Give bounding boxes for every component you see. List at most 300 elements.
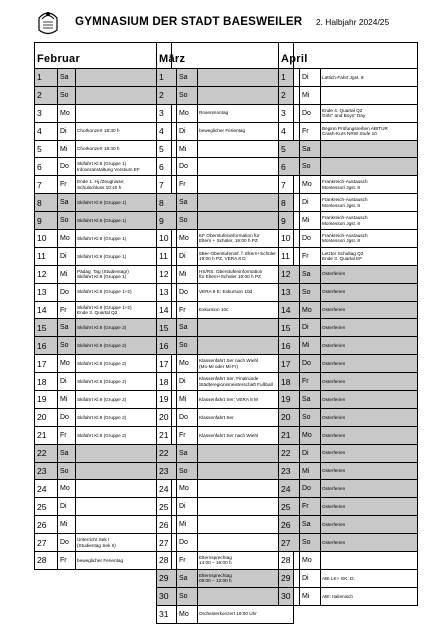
month-column-3 bbox=[278, 42, 418, 606]
event-text bbox=[321, 301, 418, 319]
day-number: 27 bbox=[35, 534, 58, 552]
weekday: Mo bbox=[177, 605, 198, 623]
day-row bbox=[279, 158, 418, 176]
weekday: Do bbox=[58, 408, 76, 426]
day-number: 23 bbox=[35, 462, 58, 480]
day-row bbox=[157, 426, 294, 444]
event-line: Skifahrt Kl.9 (Gruppe 2) bbox=[77, 343, 127, 349]
event-line: Lüttich-Fahrt Jgst. 9 bbox=[322, 74, 364, 80]
weekday: Di bbox=[300, 194, 321, 212]
weekday: Di bbox=[58, 247, 76, 265]
weekday: Mi bbox=[300, 337, 321, 355]
weekday: Do bbox=[177, 534, 198, 552]
day-number: 21 bbox=[157, 426, 177, 444]
day-row bbox=[279, 480, 418, 498]
weekday: Mo bbox=[177, 104, 198, 122]
day-number: 9 bbox=[35, 212, 58, 230]
event-line: Pädag. Tag (Studientag!) bbox=[77, 268, 129, 274]
day-row bbox=[35, 498, 172, 516]
day-number: 17 bbox=[157, 355, 177, 373]
event-line: ABI: Italienisch bbox=[322, 593, 354, 599]
day-row bbox=[279, 176, 418, 194]
term-label: 2. Halbjahr 2024/25 bbox=[316, 17, 390, 27]
event-line: Unterricht Sek I bbox=[77, 537, 110, 543]
event-line: Osterferien bbox=[322, 504, 346, 510]
day-row bbox=[279, 86, 418, 104]
event-line: Orchesterkonzert 19:00 Uhr bbox=[199, 611, 257, 617]
day-row bbox=[157, 480, 294, 498]
day-row bbox=[279, 516, 418, 534]
event-text bbox=[321, 516, 418, 534]
day-number: 7 bbox=[279, 176, 300, 194]
weekday: Mi bbox=[58, 265, 76, 283]
day-number: 21 bbox=[279, 426, 300, 444]
page-title: GYMNASIUM DER STADT BAESWEILER bbox=[75, 15, 303, 28]
weekday: Di bbox=[177, 122, 198, 140]
weekday: Sa bbox=[300, 516, 321, 534]
day-number: 16 bbox=[279, 337, 300, 355]
day-row bbox=[157, 176, 294, 194]
day-row bbox=[157, 69, 294, 87]
day-number: 7 bbox=[35, 176, 58, 194]
day-row bbox=[35, 247, 172, 265]
day-row bbox=[35, 194, 172, 212]
event-line: 14:00 – 19:00 h bbox=[199, 560, 232, 566]
event-line: Beginn Prüfungsreihen ABITUR bbox=[322, 125, 388, 131]
day-row bbox=[279, 69, 418, 87]
day-row bbox=[157, 462, 294, 480]
day-number: 10 bbox=[35, 230, 58, 248]
weekday: Di bbox=[300, 444, 321, 462]
event-line: Eltern + Schüler, 19:00 h PZ bbox=[199, 238, 258, 244]
event-line: Skifahrt Kl.9 (Gruppe 1+2) bbox=[77, 304, 132, 310]
day-number: 10 bbox=[279, 230, 300, 248]
event-line: Ende 3. Quartal EF bbox=[322, 256, 363, 262]
day-row bbox=[35, 462, 172, 480]
weekday: Do bbox=[58, 534, 76, 552]
event-line: Rosenmontag bbox=[199, 110, 229, 116]
day-number: 28 bbox=[35, 552, 58, 570]
day-number: 24 bbox=[35, 480, 58, 498]
event-text bbox=[321, 247, 418, 265]
event-line: Osterferien bbox=[322, 289, 346, 295]
day-row bbox=[35, 552, 172, 570]
event-line: Girls“ and Boys“ Day bbox=[322, 113, 366, 119]
day-number: 12 bbox=[157, 265, 177, 283]
event-text bbox=[321, 283, 418, 301]
weekday: Fr bbox=[177, 552, 198, 570]
weekday: Mi bbox=[300, 212, 321, 230]
weekday: Do bbox=[300, 104, 321, 122]
day-row bbox=[157, 104, 294, 122]
event-text bbox=[321, 355, 418, 373]
day-number: 19 bbox=[157, 391, 177, 409]
month-table bbox=[34, 42, 172, 570]
day-number: 12 bbox=[35, 265, 58, 283]
day-row bbox=[157, 86, 294, 104]
day-row bbox=[157, 605, 294, 623]
weekday: Di bbox=[177, 498, 198, 516]
day-number: 26 bbox=[35, 516, 58, 534]
month-table bbox=[156, 42, 294, 624]
month-table bbox=[278, 42, 418, 606]
weekday: Do bbox=[177, 283, 198, 301]
weekday: So bbox=[177, 86, 198, 104]
weekday: So bbox=[177, 462, 198, 480]
day-number: 26 bbox=[157, 516, 177, 534]
event-text bbox=[321, 534, 418, 552]
weekday: Sa bbox=[58, 444, 76, 462]
event-text bbox=[321, 426, 418, 444]
day-row bbox=[279, 391, 418, 409]
event-text bbox=[321, 498, 418, 516]
day-number: 18 bbox=[35, 373, 58, 391]
weekday: Di bbox=[177, 247, 198, 265]
day-number: 30 bbox=[157, 587, 177, 605]
day-row bbox=[157, 498, 294, 516]
event-line: ABI LK+ GK: D; bbox=[322, 575, 355, 581]
event-line: Elternsprechtag bbox=[199, 572, 232, 578]
day-row bbox=[279, 569, 418, 587]
day-row bbox=[35, 212, 172, 230]
month-name: März bbox=[157, 43, 294, 69]
day-row bbox=[279, 587, 418, 605]
day-number: 16 bbox=[157, 337, 177, 355]
weekday: Di bbox=[58, 373, 76, 391]
weekday: Mi bbox=[300, 86, 321, 104]
weekday: Do bbox=[58, 283, 76, 301]
event-text bbox=[321, 230, 418, 248]
weekday: So bbox=[58, 212, 76, 230]
day-number: 8 bbox=[157, 194, 177, 212]
event-line: 19:00 h PZ, VERA 8 D bbox=[199, 256, 246, 262]
weekday: Fr bbox=[58, 426, 76, 444]
event-text bbox=[321, 391, 418, 409]
day-row bbox=[279, 194, 418, 212]
day-row bbox=[279, 426, 418, 444]
event-line: Skifahrt Kl.9 (Gruppe 1+2) bbox=[77, 289, 132, 295]
weekday: So bbox=[58, 337, 76, 355]
day-row bbox=[35, 104, 172, 122]
event-text bbox=[321, 212, 418, 230]
weekday: Mi bbox=[177, 265, 198, 283]
event-line: Chorkonzert 18:30 h bbox=[77, 128, 120, 134]
event-text bbox=[321, 319, 418, 337]
day-number: 20 bbox=[157, 408, 177, 426]
day-row bbox=[35, 301, 172, 319]
weekday: Mo bbox=[177, 230, 198, 248]
day-number: 24 bbox=[157, 480, 177, 498]
event-line: Frankreich-Austausch bbox=[322, 232, 368, 238]
event-line: Osterferien bbox=[322, 396, 346, 402]
weekday: Mo bbox=[58, 230, 76, 248]
event-line: Schulschluss 10:40 h bbox=[77, 184, 122, 190]
month-name: Februar bbox=[35, 43, 172, 69]
event-line: Ende 1. Hj./Zeugnisse; bbox=[77, 179, 125, 185]
event-line: Skifahrt Kl.9 (Gruppe 2) bbox=[77, 378, 127, 384]
weekday: Mi bbox=[58, 391, 76, 409]
day-number: 27 bbox=[157, 534, 177, 552]
day-row bbox=[279, 462, 418, 480]
weekday: So bbox=[177, 212, 198, 230]
day-row bbox=[157, 516, 294, 534]
day-number: 1 bbox=[279, 69, 300, 87]
day-row bbox=[279, 534, 418, 552]
day-row bbox=[35, 480, 172, 498]
event-text bbox=[321, 176, 418, 194]
day-row bbox=[35, 158, 172, 176]
day-number: 28 bbox=[279, 552, 300, 570]
event-text bbox=[321, 140, 418, 158]
event-line: Klassenfahrt Ser bbox=[199, 414, 234, 420]
weekday: Fr bbox=[58, 176, 76, 194]
day-row bbox=[279, 212, 418, 230]
day-row bbox=[279, 498, 418, 516]
weekday: So bbox=[300, 158, 321, 176]
event-line: Skifahrt Kl.9 (Gruppe 1) bbox=[77, 161, 127, 167]
weekday: So bbox=[58, 462, 76, 480]
weekday: Do bbox=[177, 408, 198, 426]
day-row bbox=[279, 301, 418, 319]
weekday: Mi bbox=[300, 462, 321, 480]
event-line: VERA 8 E; Exkursion 10d bbox=[199, 289, 253, 295]
event-text bbox=[321, 86, 418, 104]
event-line: Städteregionsmeisterschaft Fußball bbox=[199, 381, 273, 387]
day-number: 7 bbox=[157, 176, 177, 194]
event-line: Osterferien bbox=[322, 271, 346, 277]
weekday: So bbox=[58, 86, 76, 104]
day-row bbox=[279, 247, 418, 265]
event-line: Osterferien bbox=[322, 307, 346, 313]
weekday: Di bbox=[58, 498, 76, 516]
day-row bbox=[279, 373, 418, 391]
day-row bbox=[157, 283, 294, 301]
event-line: Osterferien bbox=[322, 343, 346, 349]
day-row bbox=[279, 104, 418, 122]
weekday: Sa bbox=[177, 194, 198, 212]
event-line: Montessori Jgst. 8 bbox=[322, 184, 361, 190]
day-number: 8 bbox=[35, 194, 58, 212]
event-line: Osterferien bbox=[322, 539, 346, 545]
day-row bbox=[157, 319, 294, 337]
event-line: 5Ber-Oberstufeninf. f. Eltern+Schüler bbox=[199, 250, 276, 256]
day-row bbox=[35, 265, 172, 283]
weekday: Mo bbox=[177, 355, 198, 373]
day-number: 16 bbox=[35, 337, 58, 355]
day-number: 12 bbox=[279, 265, 300, 283]
day-row bbox=[279, 319, 418, 337]
weekday: Mo bbox=[300, 301, 321, 319]
day-number: 15 bbox=[279, 319, 300, 337]
weekday: Fr bbox=[300, 247, 321, 265]
day-number: 2 bbox=[157, 86, 177, 104]
event-text bbox=[321, 587, 418, 605]
day-row bbox=[157, 355, 294, 373]
event-line: Exkursion 10c bbox=[199, 307, 229, 313]
day-number: 5 bbox=[35, 140, 58, 158]
day-number: 5 bbox=[157, 140, 177, 158]
weekday: Fr bbox=[300, 373, 321, 391]
day-number: 30 bbox=[279, 587, 300, 605]
day-number: 15 bbox=[35, 319, 58, 337]
day-number: 3 bbox=[157, 104, 177, 122]
event-line: Frankreich-Austausch bbox=[322, 197, 368, 203]
day-number: 5 bbox=[279, 140, 300, 158]
weekday: Sa bbox=[58, 194, 76, 212]
month-name: April bbox=[279, 43, 418, 69]
day-number: 17 bbox=[279, 355, 300, 373]
event-line: Skifahrt Kl.9 (Gruppe 2) bbox=[77, 432, 127, 438]
weekday: Mi bbox=[300, 587, 321, 605]
day-row bbox=[35, 176, 172, 194]
event-line: Skifahrt Kl.9 (Gruppe 1) bbox=[77, 199, 127, 205]
event-line: Skifahrt Kl.9 (Gruppe 1) bbox=[77, 235, 127, 241]
event-line: Skifahrt Kl.9 (Gruppe 2) bbox=[77, 325, 127, 331]
event-line: Montessori Jgst. 8 bbox=[322, 202, 361, 208]
day-row bbox=[35, 69, 172, 87]
event-text bbox=[321, 194, 418, 212]
event-text bbox=[321, 337, 418, 355]
day-row bbox=[35, 534, 172, 552]
weekday: Di bbox=[58, 122, 76, 140]
day-number: 4 bbox=[35, 122, 58, 140]
event-line: Osterferien bbox=[322, 450, 346, 456]
event-text bbox=[321, 462, 418, 480]
weekday: Sa bbox=[58, 69, 76, 87]
weekday: So bbox=[177, 587, 198, 605]
event-line: (Mo-Mi oder Mi-Fr) bbox=[199, 363, 239, 369]
day-number: 14 bbox=[35, 301, 58, 319]
weekday: Mi bbox=[177, 140, 198, 158]
weekday: Fr bbox=[58, 301, 76, 319]
weekday: Mi bbox=[177, 391, 198, 409]
event-text bbox=[321, 265, 418, 283]
school-crest-icon bbox=[36, 8, 60, 36]
weekday: Fr bbox=[300, 122, 321, 140]
weekday: Sa bbox=[177, 69, 198, 87]
day-row bbox=[35, 122, 172, 140]
day-row bbox=[157, 212, 294, 230]
weekday: So bbox=[300, 283, 321, 301]
event-line: HS/RS: Oberstufeninformation bbox=[199, 268, 263, 274]
event-line: Klassenfahrt Ser nach Wiehl bbox=[199, 358, 259, 364]
weekday: Do bbox=[300, 355, 321, 373]
event-line: Frankreich-Austausch bbox=[322, 215, 368, 221]
day-row bbox=[35, 426, 172, 444]
day-number: 4 bbox=[279, 122, 300, 140]
weekday: So bbox=[300, 534, 321, 552]
day-row bbox=[279, 265, 418, 283]
day-number: 2 bbox=[35, 86, 58, 104]
day-number: 28 bbox=[157, 552, 177, 570]
weekday: Sa bbox=[177, 319, 198, 337]
day-row bbox=[279, 230, 418, 248]
day-number: 3 bbox=[35, 104, 58, 122]
day-row bbox=[279, 283, 418, 301]
weekday: Sa bbox=[177, 444, 198, 462]
day-number: 6 bbox=[157, 158, 177, 176]
event-line: beweglicher Ferientag bbox=[199, 128, 246, 134]
weekday: Sa bbox=[300, 265, 321, 283]
weekday: Do bbox=[58, 158, 76, 176]
event-line: Skifahrt Kl.9 (Gruppe 1) bbox=[77, 274, 127, 280]
day-row bbox=[157, 140, 294, 158]
day-row bbox=[279, 444, 418, 462]
weekday: So bbox=[300, 408, 321, 426]
event-line: Montessori Jgst. 8 bbox=[322, 238, 361, 244]
weekday: Mo bbox=[58, 104, 76, 122]
weekday: Mo bbox=[300, 426, 321, 444]
day-number: 10 bbox=[157, 230, 177, 248]
event-line: Crash-Kurs NRW Stufe 10 bbox=[322, 131, 377, 137]
day-row bbox=[35, 391, 172, 409]
weekday: Sa bbox=[58, 319, 76, 337]
day-row bbox=[157, 552, 294, 570]
day-row bbox=[279, 552, 418, 570]
day-row bbox=[35, 373, 172, 391]
event-line: Osterferien bbox=[322, 360, 346, 366]
weekday: Fr bbox=[177, 426, 198, 444]
day-number: 1 bbox=[157, 69, 177, 87]
day-number: 6 bbox=[279, 158, 300, 176]
event-line: EF Oberstufeninformation für bbox=[199, 232, 260, 238]
event-text bbox=[321, 158, 418, 176]
day-number: 14 bbox=[279, 301, 300, 319]
event-line: Skifahrt Kl.9 (Gruppe 2) bbox=[77, 396, 127, 402]
day-number: 22 bbox=[157, 444, 177, 462]
event-line: Frankreich-Austausch bbox=[322, 179, 368, 185]
day-number: 25 bbox=[35, 498, 58, 516]
event-line: Montessori Jgst. 8 bbox=[322, 220, 361, 226]
day-number: 13 bbox=[279, 283, 300, 301]
weekday: Fr bbox=[177, 301, 198, 319]
event-text bbox=[198, 605, 294, 623]
day-number: 19 bbox=[279, 391, 300, 409]
weekday: Fr bbox=[177, 176, 198, 194]
event-line: Skifahrt Kl.9 (Gruppe 1) bbox=[77, 217, 127, 223]
day-row bbox=[279, 122, 418, 140]
day-number: 14 bbox=[157, 301, 177, 319]
day-number: 23 bbox=[157, 462, 177, 480]
month-column-1 bbox=[34, 42, 172, 570]
day-number: 26 bbox=[279, 516, 300, 534]
event-line: Elternsprechtag bbox=[199, 554, 232, 560]
day-row bbox=[157, 408, 294, 426]
day-number: 21 bbox=[35, 426, 58, 444]
event-line: (Studientag Sek II) bbox=[77, 542, 116, 548]
day-number: 20 bbox=[35, 408, 58, 426]
day-number: 13 bbox=[35, 283, 58, 301]
event-text bbox=[321, 444, 418, 462]
day-number: 15 bbox=[157, 319, 177, 337]
event-line: Osterferien bbox=[322, 325, 346, 331]
day-row bbox=[157, 337, 294, 355]
weekday: Di bbox=[300, 69, 321, 87]
weekday: Mo bbox=[58, 480, 76, 498]
weekday: Mi bbox=[58, 516, 76, 534]
day-number: 29 bbox=[279, 569, 300, 587]
day-number: 31 bbox=[157, 605, 177, 623]
day-row bbox=[35, 283, 172, 301]
event-line: Skifahrt Kl.9 (Gruppe 2) bbox=[77, 360, 127, 366]
weekday: So bbox=[177, 337, 198, 355]
weekday: Mo bbox=[177, 480, 198, 498]
day-row bbox=[35, 444, 172, 462]
day-number: 8 bbox=[279, 194, 300, 212]
day-row bbox=[35, 230, 172, 248]
weekday: Di bbox=[300, 569, 321, 587]
day-row bbox=[157, 230, 294, 248]
